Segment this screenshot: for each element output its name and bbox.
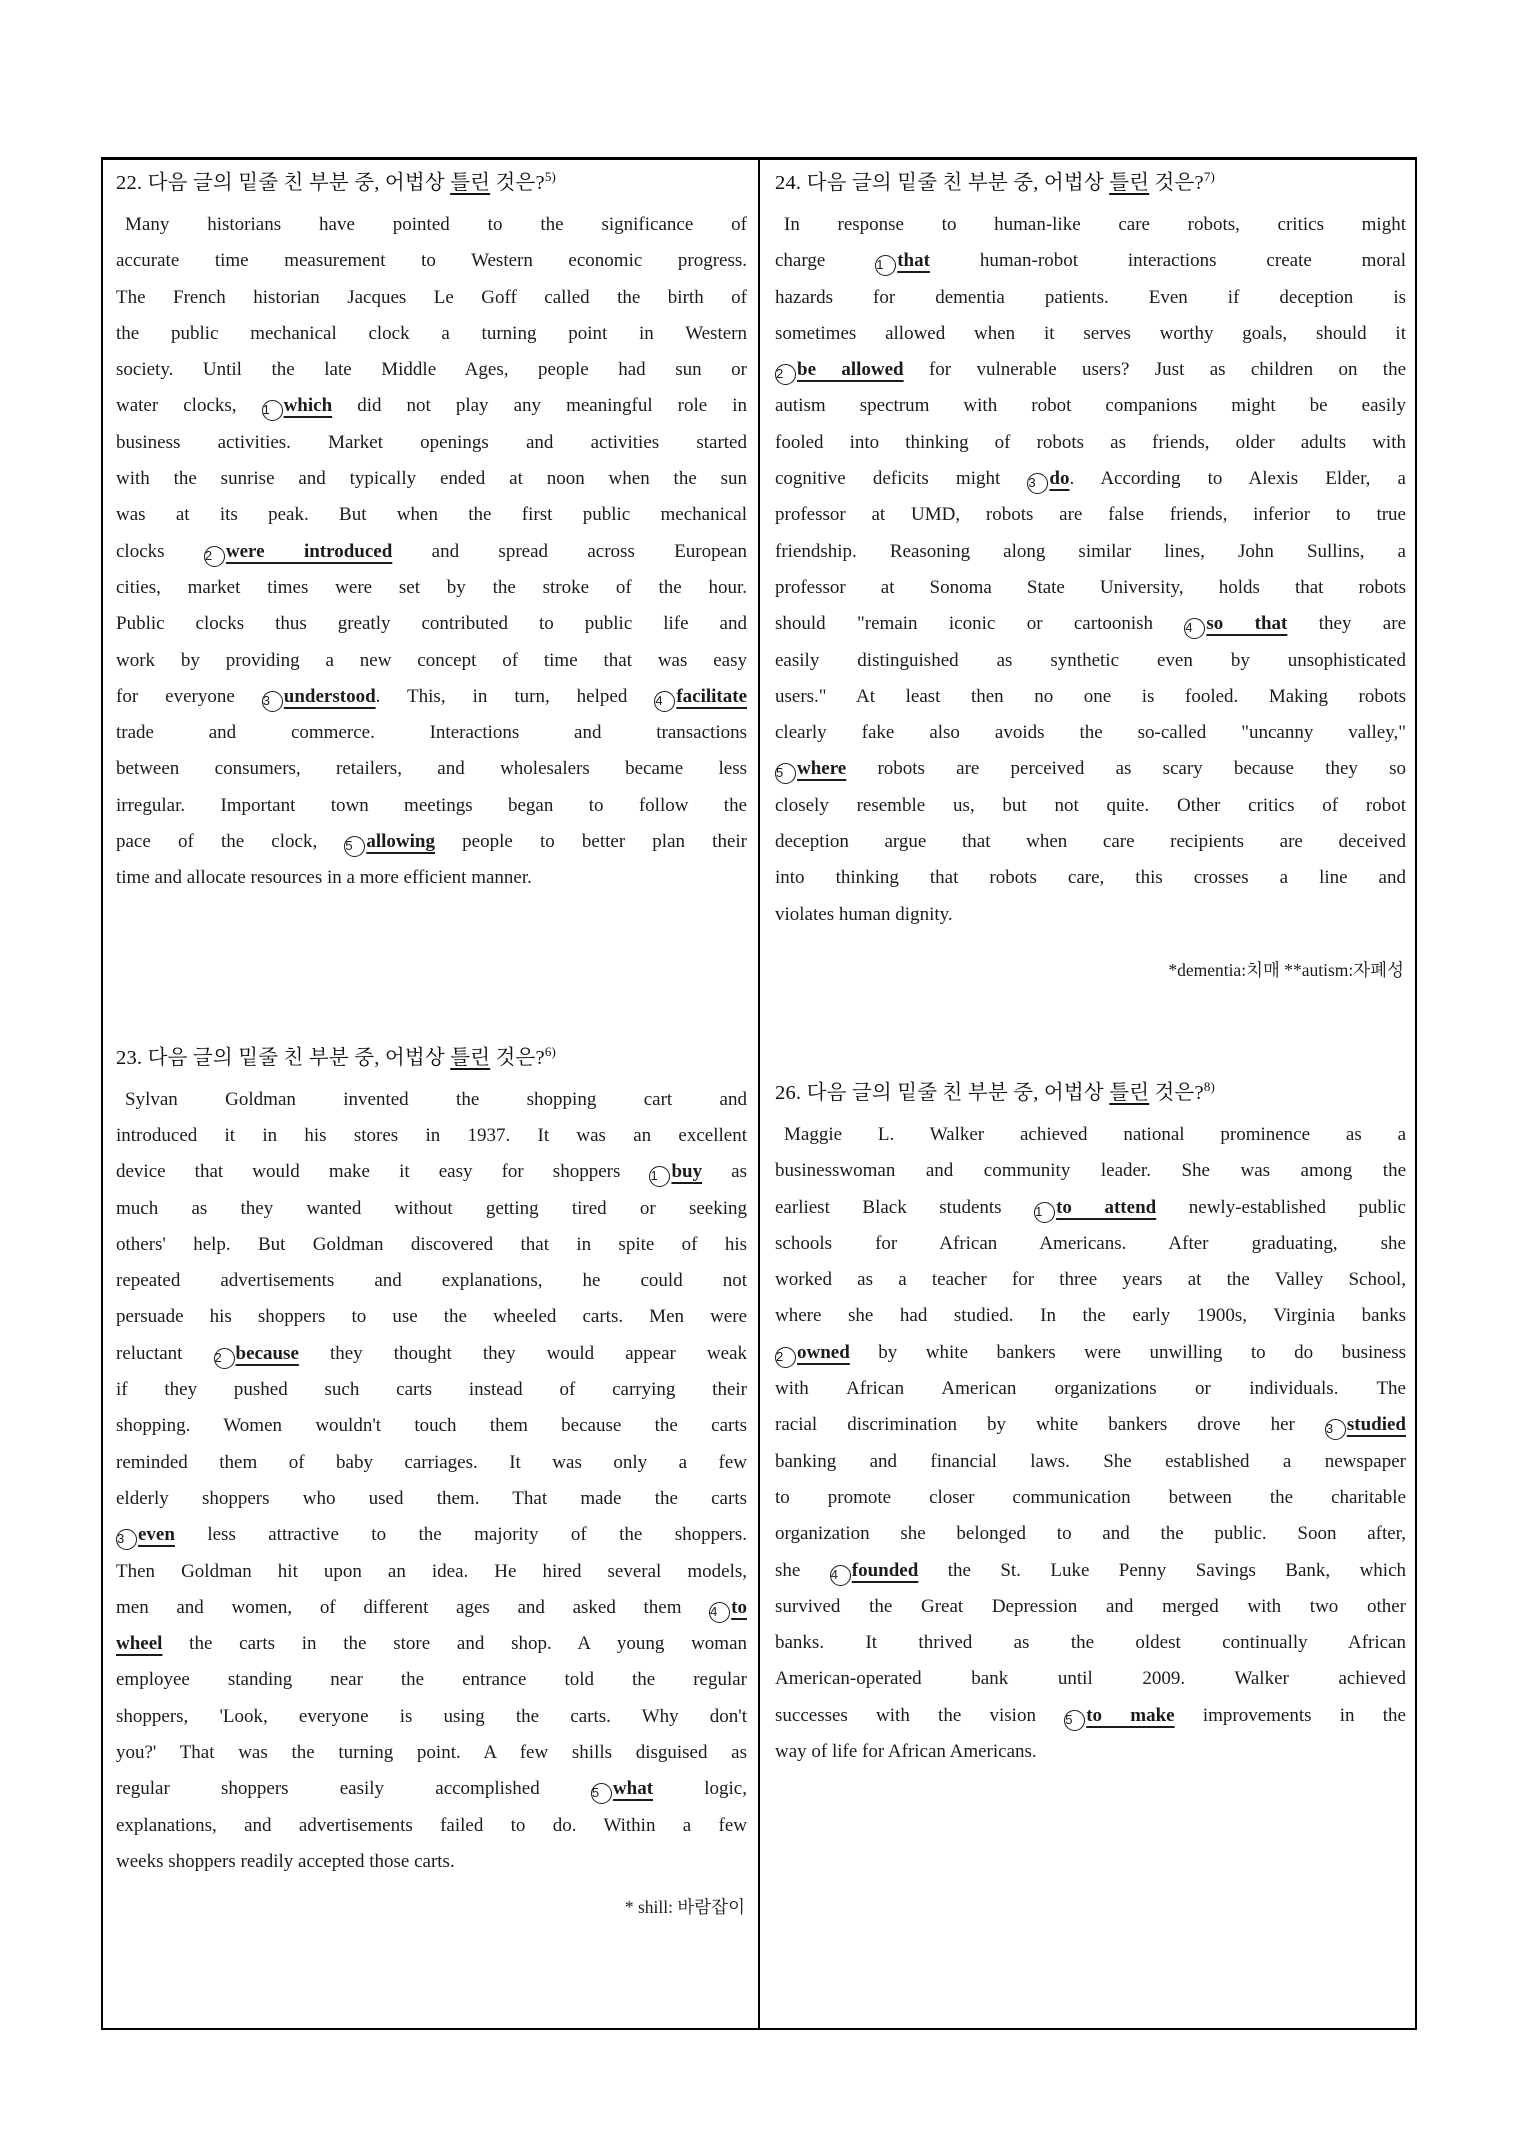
choice-number-icon: 1 xyxy=(875,255,896,276)
passage-line: explanations, and advertisements failed to do. Within a few xyxy=(116,1814,747,1836)
passage-line: shopping. Women wouldn't touch them because the carts xyxy=(116,1415,747,1437)
passage xyxy=(116,1082,747,1881)
passage-line: friendship. Reasoning along similar lines, John Sullins, a xyxy=(775,540,1406,562)
passage-line: In response to human-like care robots, critics might xyxy=(784,214,1406,235)
passage-line: water clocks, 1 which did not play any meaningful role in xyxy=(116,388,747,424)
choice-number-icon: 4 xyxy=(830,1565,851,1586)
passage-line: professor at Sonoma State University, holds that robots xyxy=(775,576,1406,598)
passage-line: repeated advertisements and explanations, he could not xyxy=(116,1270,747,1292)
passage xyxy=(116,207,747,897)
passage-line: Maggie L. Walker achieved national prominence as a xyxy=(784,1123,1406,1145)
passage-line: violates human dignity. xyxy=(775,903,953,925)
passage-line: work by providing a new concept of time that was easy xyxy=(116,649,747,671)
passage-line: banks. It thrived as the oldest continually African xyxy=(775,1632,1406,1654)
choice-number-icon: 3 xyxy=(262,691,283,712)
passage xyxy=(775,1117,1406,1770)
column-right xyxy=(775,168,1406,1770)
passage-line: reminded them of baby carriages. It was only a few xyxy=(116,1451,747,1473)
question-prompt: 다음 글의 밑줄 친 부분 중, 어법상 틀린 것은? xyxy=(806,1081,1204,1104)
passage-line: persuade his shoppers to use the wheeled carts. Men were xyxy=(116,1306,747,1328)
question-prompt: 다음 글의 밑줄 친 부분 중, 어법상 틀린 것은? xyxy=(147,172,545,194)
passage-line: wheel the carts in the store and shop. A young woman xyxy=(116,1633,747,1655)
passage-line: schools for African Americans. After graduating, she xyxy=(775,1232,1406,1254)
passage-line: 3 even less attractive to the majority of the shoppers. xyxy=(116,1517,747,1553)
question-number: 24. xyxy=(775,172,802,194)
choice-number-icon: 5 xyxy=(1064,1710,1085,1731)
question-q22 xyxy=(116,168,747,897)
vocab-note: * shill: 바람잡이 xyxy=(624,1897,745,1918)
passage-line: to promote closer communication between the charitable xyxy=(775,1486,1406,1508)
passage-line: autism spectrum with robot companions might be easily xyxy=(775,395,1406,417)
column-divider xyxy=(758,160,760,2028)
passage-line: irregular. Important town meetings began to follow the xyxy=(116,794,747,816)
passage-line: men and women, of different ages and asked them 4 to xyxy=(116,1590,747,1626)
passage-line: regular shoppers easily accomplished 5 what logic, xyxy=(116,1771,747,1807)
choice-number-icon: 5 xyxy=(591,1783,612,1804)
passage-line: professor at UMD, robots are false friends, inferior to true xyxy=(775,504,1406,526)
choice-number-icon: 5 xyxy=(775,763,796,784)
passage-line: earliest Black students 1 to attend newly-established public xyxy=(775,1190,1406,1226)
passage-line: into thinking that robots care, this crosses a line and xyxy=(775,867,1406,889)
passage-line: banking and financial laws. She established a newspaper xyxy=(775,1450,1406,1472)
passage-line: Public clocks thus greatly contributed to public life and xyxy=(116,613,747,635)
question-header xyxy=(775,1078,1406,1108)
question-number: 26. xyxy=(775,1081,802,1104)
passage-line: racial discrimination by white bankers drove her 3 studied xyxy=(775,1407,1406,1443)
passage-line: much as they wanted without getting tired or seeking xyxy=(116,1197,747,1219)
passage-line: 2 owned by white bankers were unwilling to do business xyxy=(775,1335,1406,1371)
choice-number-icon: 5 xyxy=(344,836,365,857)
question-prompt: 다음 글의 밑줄 친 부분 중, 어법상 틀린 것은? xyxy=(806,172,1204,194)
choice-number-icon: 2 xyxy=(204,546,225,567)
passage-line: society. Until the late Middle Ages, people had sun or xyxy=(116,359,747,381)
choice-number-icon: 1 xyxy=(262,400,283,421)
passage-line: business activities. Market openings and activities started xyxy=(116,431,747,453)
question-number: 22. xyxy=(116,172,143,194)
passage-line: for everyone 3 understood. This, in turn, helped 4 facilitate xyxy=(116,679,747,715)
passage-line: pace of the clock, 5 allowing people to better plan their xyxy=(116,824,747,860)
passage-line: survived the Great Depression and merged with two other xyxy=(775,1595,1406,1617)
passage-line: reluctant 2 because they thought they would appear weak xyxy=(116,1336,747,1372)
choice-number-icon: 2 xyxy=(775,1347,796,1368)
passage-line: 5 where robots are perceived as scary because they so xyxy=(775,751,1406,787)
passage-line: cognitive deficits might 3 do. According to Alexis Elder, a xyxy=(775,461,1406,497)
passage-line: successes with the vision 5 to make improvements in the xyxy=(775,1698,1406,1734)
choice-number-icon: 1 xyxy=(649,1166,670,1187)
passage-line: easily distinguished as synthetic even by unsophisticated xyxy=(775,649,1406,671)
passage-line: elderly shoppers who used them. That made the carts xyxy=(116,1487,747,1509)
footnote-ref: 5) xyxy=(544,169,557,185)
passage-line: trade and commerce. Interactions and transactions xyxy=(116,722,747,744)
passage-line: time and allocate resources in a more efficient manner. xyxy=(116,867,532,889)
choice-number-icon: 3 xyxy=(1027,473,1048,494)
passage-line: device that would make it easy for shoppers 1 buy as xyxy=(116,1154,747,1190)
footnote-ref: 8) xyxy=(1203,1079,1216,1095)
passage xyxy=(775,207,1406,933)
passage-line: users." At least then no one is fooled. Making robots xyxy=(775,685,1406,707)
question-q23 xyxy=(116,1043,747,1921)
passage-line: if they pushed such carts instead of carrying their xyxy=(116,1379,747,1401)
passage-line: businesswoman and community leader. She was among the xyxy=(775,1160,1406,1182)
passage-line: weeks shoppers readily accepted those carts. xyxy=(116,1850,455,1872)
passage-line: worked as a teacher for three years at the Valley School, xyxy=(775,1269,1406,1291)
column-left xyxy=(116,168,747,1920)
passage-line: introduced it in his stores in 1937. It was an excellent xyxy=(116,1124,747,1146)
vocab-note: *dementia:치매 **autism:자폐성 xyxy=(1168,959,1404,980)
passage-line: 2 be allowed for vulnerable users? Just as children on the xyxy=(775,352,1406,388)
choice-number-icon: 4 xyxy=(709,1602,730,1623)
passage-line: between consumers, retailers, and wholesalers became less xyxy=(116,758,747,780)
question-header xyxy=(116,1043,747,1073)
passage-line: with African American organizations or individuals. The xyxy=(775,1378,1406,1400)
passage-line: where she had studied. In the early 1900s, Virginia banks xyxy=(775,1305,1406,1327)
choice-number-icon: 2 xyxy=(775,364,796,385)
choice-number-icon: 1 xyxy=(1034,1202,1055,1223)
choice-number-icon: 3 xyxy=(116,1529,137,1550)
choice-number-icon: 4 xyxy=(654,691,675,712)
passage-line: cities, market times were set by the stroke of the hour. xyxy=(116,576,747,598)
passage-line: American-operated bank until 2009. Walker achieved xyxy=(775,1668,1406,1690)
passage-line: sometimes allowed when it serves worthy goals, should it xyxy=(775,322,1406,344)
passage-line: Sylvan Goldman invented the shopping cart and xyxy=(125,1088,747,1110)
question-header xyxy=(116,168,747,198)
passage-line: with the sunrise and typically ended at noon when the sun xyxy=(116,468,747,490)
footnote-ref: 7) xyxy=(1203,169,1216,185)
passage-line: Many historians have pointed to the significance of xyxy=(125,214,747,235)
passage-line: shoppers, 'Look, everyone is using the carts. Why don't xyxy=(116,1705,747,1727)
question-number: 23. xyxy=(116,1046,143,1069)
passage-line: she 4 founded the St. Luke Penny Savings Bank, which xyxy=(775,1553,1406,1589)
passage-line: The French historian Jacques Le Goff called the birth of xyxy=(116,286,747,308)
passage-line: Then Goldman hit upon an idea. He hired several models, xyxy=(116,1560,747,1582)
passage-line: fooled into thinking of robots as friends, older adults with xyxy=(775,431,1406,453)
passage-line: was at its peak. But when the first public mechanical xyxy=(116,504,747,526)
passage-line: clocks 2 were introduced and spread across European xyxy=(116,534,747,570)
passage-line: employee standing near the entrance told the regular xyxy=(116,1669,747,1691)
passage-line: closely resemble us, but not quite. Other critics of robot xyxy=(775,794,1406,816)
choice-number-icon: 4 xyxy=(1184,618,1205,639)
choice-number-icon: 2 xyxy=(214,1348,235,1369)
passage-line: clearly fake also avoids the so-called "uncanny valley," xyxy=(775,722,1406,744)
question-q24 xyxy=(775,168,1406,983)
passage-line: you?' That was the turning point. A few shills disguised as xyxy=(116,1741,747,1763)
choice-number-icon: 3 xyxy=(1325,1419,1346,1440)
question-header xyxy=(775,168,1406,198)
footnote-ref: 6) xyxy=(544,1043,557,1059)
question-q26 xyxy=(775,1078,1406,1770)
exam-sheet-border xyxy=(101,157,1417,2030)
passage-line: the public mechanical clock a turning point in Western xyxy=(116,322,747,344)
passage-line: deception argue that when care recipients are deceived xyxy=(775,831,1406,853)
passage-line: hazards for dementia patients. Even if deception is xyxy=(775,286,1406,308)
passage-line: charge 1 that human-robot interactions create moral xyxy=(775,243,1406,279)
passage-line: organization she belonged to and the public. Soon after, xyxy=(775,1523,1406,1545)
question-prompt: 다음 글의 밑줄 친 부분 중, 어법상 틀린 것은? xyxy=(147,1046,545,1069)
passage-line: accurate time measurement to Western economic progress. xyxy=(116,250,747,272)
passage-line: should "remain iconic or cartoonish 4 so that they are xyxy=(775,606,1406,642)
passage-line: way of life for African Americans. xyxy=(775,1740,1037,1762)
passage-line: others' help. But Goldman discovered that in spite of his xyxy=(116,1233,747,1255)
